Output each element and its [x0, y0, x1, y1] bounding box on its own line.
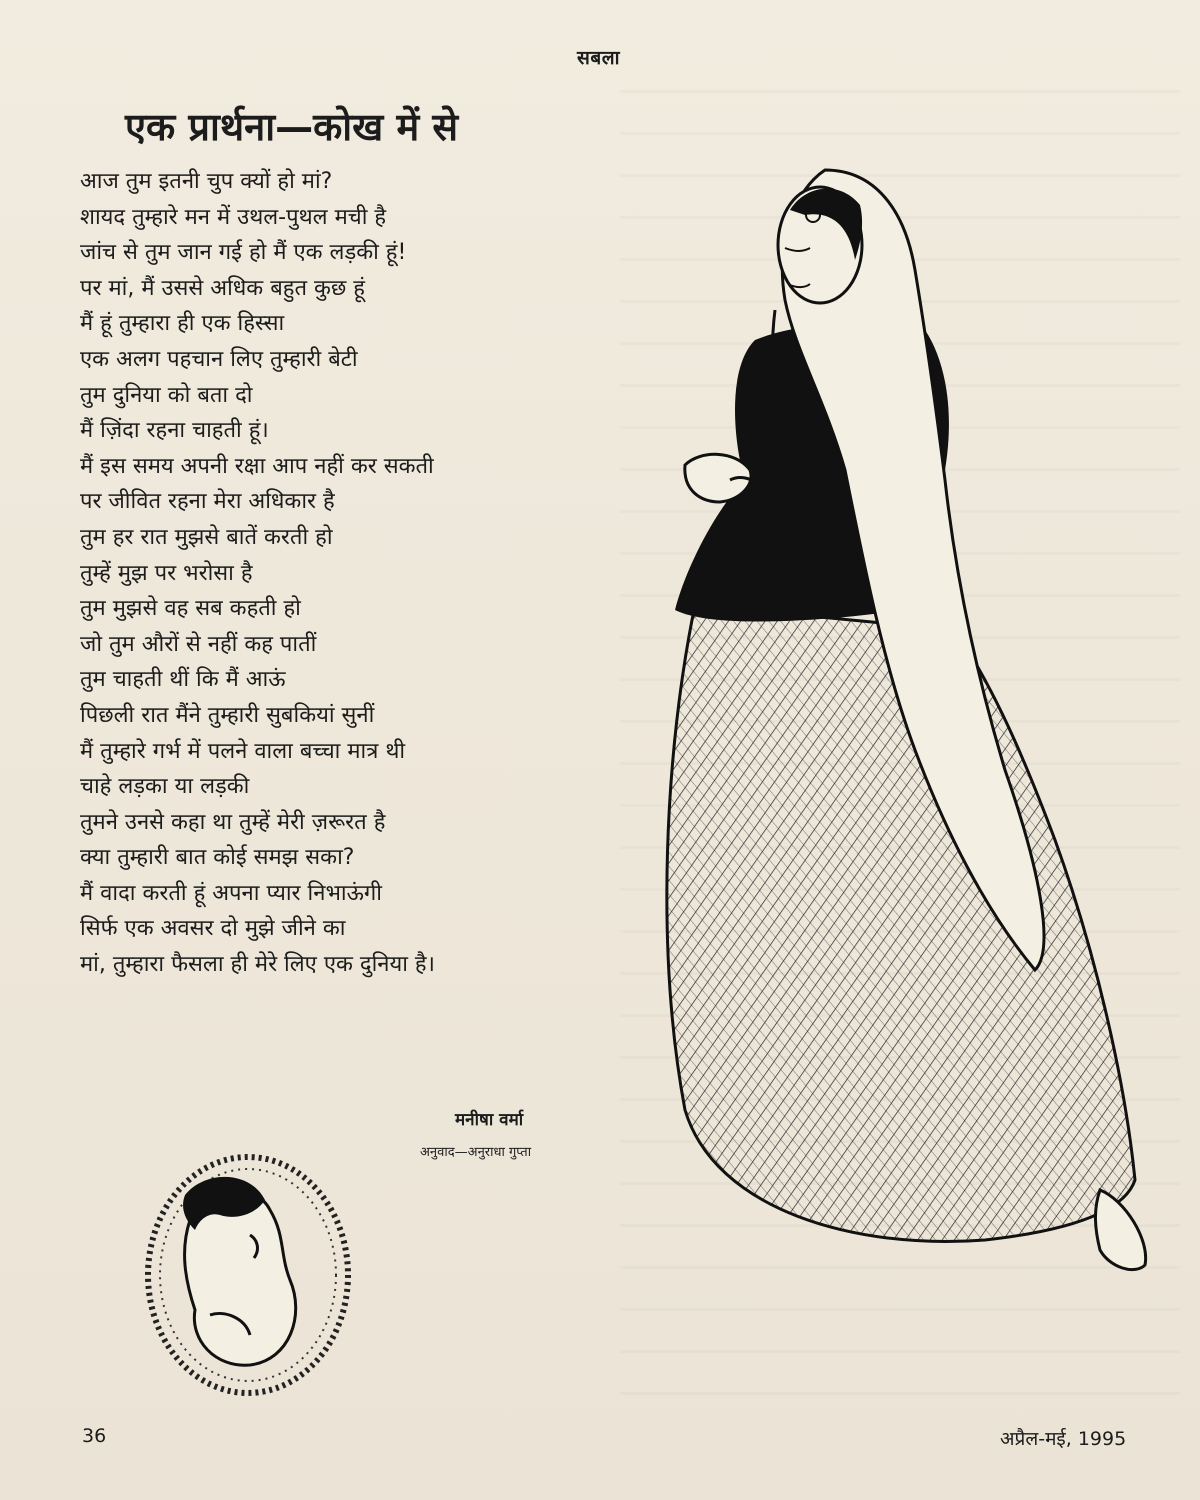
poem-line: तुमने उनसे कहा था तुम्हें मेरी ज़रूरत है [80, 809, 386, 835]
poem-line: तुम मुझसे वह सब कहती हो [80, 596, 301, 622]
poem-line: क्या तुम्हारी बात कोई समझ सका? [80, 845, 355, 871]
poem-line: तुम दुनिया को बता दो [80, 382, 253, 408]
poem-line: पर मां, मैं उससे अधिक बहुत कुछ हूं [80, 275, 365, 301]
poem-line: जो तुम औरों से नहीं कह पातीं [80, 631, 317, 657]
poem-line: मां, तुम्हारा फैसला ही मेरे लिए एक दुनिया है। [80, 952, 435, 978]
poem-line: मैं हूं तुम्हारा ही एक हिस्सा [80, 311, 285, 337]
poem-author: मनीषा वर्मा [455, 1110, 524, 1130]
poem-line: पिछली रात मैंने तुम्हारी सुबकियां सुनीं [80, 702, 375, 728]
fetus-figure [183, 1177, 296, 1365]
woman-walking-illustration [655, 150, 1175, 1280]
poem-line: एक अलग पहचान लिए तुम्हारी बेटी [80, 346, 358, 372]
issue-date: अप्रैल-मई, 1995 [1000, 1428, 1127, 1450]
poem-line: मैं वादा करती हूं अपना प्यार निभाऊंगी [80, 880, 382, 906]
fetus-in-womb-illustration [130, 1140, 370, 1410]
poem-line: पर जीवित रहना मेरा अधिकार है [80, 489, 335, 515]
poem-line: शायद तुम्हारे मन में उथल-पुथल मची है [80, 204, 387, 230]
poem-line: तुम चाहती थीं कि मैं आऊं [80, 667, 286, 693]
poem-line: मैं ज़िंदा रहना चाहती हूं। [80, 418, 269, 444]
poem-line: मैं इस समय अपनी रक्षा आप नहीं कर सकती [80, 453, 434, 479]
poem-line: मैं तुम्हारे गर्भ में पलने वाला बच्चा मात्र थी [80, 738, 406, 764]
page-number: 36 [82, 1425, 107, 1447]
poem-line: चाहे लड़का या लड़की [80, 774, 250, 800]
poem-translator: अनुवाद—अनुराधा गुप्ता [420, 1145, 532, 1160]
poem-line: आज तुम इतनी चुप क्यों हो मां? [80, 169, 333, 194]
woman-face [778, 187, 862, 303]
poem-line: तुम्हें मुझ पर भरोसा है [80, 560, 253, 586]
magazine-header: सबला [577, 47, 620, 69]
poem-title: एक प्रार्थना—कोख में से [125, 105, 459, 149]
poem-line: सिर्फ एक अवसर दो मुझे जीने का [80, 916, 346, 942]
poem-line: तुम हर रात मुझसे बातें करती हो [80, 524, 333, 550]
poem-line: जांच से तुम जान गई हो मैं एक लड़की हूं! [80, 240, 407, 266]
poem-body [80, 164, 435, 983]
